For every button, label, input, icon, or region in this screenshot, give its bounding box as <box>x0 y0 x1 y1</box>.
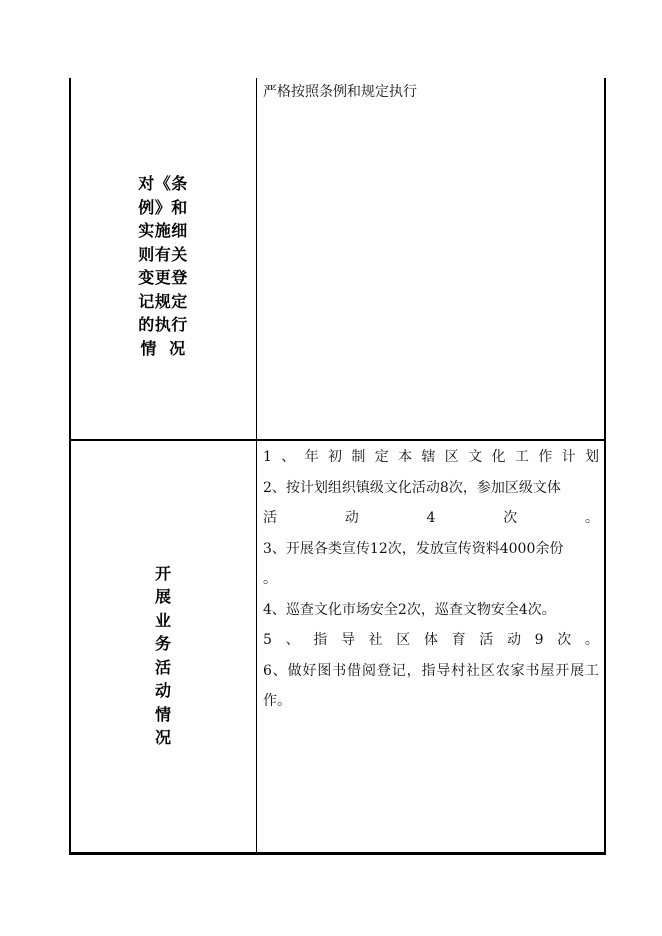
activity-item-6: 6、做好图书借阅登记，指导村社区农家书屋开展工作。 <box>263 662 599 709</box>
text-token: 划 <box>584 449 599 465</box>
label-line: 记规定 <box>138 291 188 311</box>
text-token: 年 <box>304 449 319 465</box>
label-line: 况 <box>154 728 171 747</box>
activity-item-2: 2、按计划组织镇级文化活动8次，参加区级文体 <box>263 479 561 496</box>
activity-item-1 <box>263 442 599 473</box>
text-token: 次 <box>557 632 572 648</box>
row-content-business-activities <box>263 442 599 717</box>
text-token: 1 <box>263 449 272 465</box>
activity-item-5 <box>263 625 599 656</box>
text-token: 活 <box>479 632 494 648</box>
label-line: 则有关 <box>138 244 188 264</box>
text-token: 定 <box>374 449 389 465</box>
text-token: 活 <box>263 510 277 526</box>
text-token: 5 <box>263 632 272 648</box>
label-line: 情 <box>154 704 171 724</box>
label-line: 的执行 <box>138 315 188 334</box>
activity-item-2-continued <box>263 503 599 534</box>
label-line: 动 <box>154 681 171 700</box>
text-token: 动 <box>506 632 521 648</box>
text-token: 制 <box>351 449 366 465</box>
text-token: 社 <box>368 632 383 648</box>
text-token: 文 <box>468 449 483 465</box>
text-token: 工 <box>514 449 529 465</box>
row-label-text <box>131 158 195 360</box>
text-token: 本 <box>398 449 413 465</box>
label-line: 变更登 <box>138 268 188 287</box>
table-border-right <box>604 78 606 855</box>
label-line: 活 <box>154 657 171 677</box>
text-token: 初 <box>328 449 342 465</box>
record-table <box>69 78 607 855</box>
activity-item-3: 3、开展各类宣传12次，发放宣传资料4000余份 <box>263 540 564 557</box>
activity-item-3-tail: 。 <box>263 571 277 587</box>
text-token: 9 <box>534 632 544 648</box>
label-line: 实施细 <box>138 221 188 240</box>
label-line: 例》和 <box>138 197 188 217</box>
label-line: 业 <box>154 610 171 630</box>
text-token: 、 <box>285 632 300 648</box>
content-text: 严格按照条例和规定执行 <box>263 84 417 100</box>
text-token: 动 <box>344 510 359 526</box>
label-line: 开 <box>154 563 171 583</box>
text-token: 。 <box>584 510 599 526</box>
text-token: 。 <box>584 632 599 648</box>
text-token: 4 <box>426 510 436 526</box>
activity-item-4: 4、巡查文化市场安全2次，巡查文物安全4次。 <box>263 601 556 618</box>
row-label-text <box>153 546 173 750</box>
row-label-regulation-execution <box>69 78 257 440</box>
text-token: 作 <box>538 449 553 465</box>
label-line: 情 况 <box>140 338 186 358</box>
label-line: 务 <box>154 634 171 653</box>
text-token: 次 <box>503 510 518 526</box>
row-label-business-activities <box>69 440 257 855</box>
text-token: 导 <box>340 632 355 648</box>
text-token: 、 <box>281 449 296 465</box>
text-token: 辖 <box>421 449 436 465</box>
text-token: 区 <box>444 449 459 465</box>
text-token: 育 <box>451 632 466 648</box>
text-token: 指 <box>313 632 328 648</box>
text-token: 体 <box>423 632 438 648</box>
text-token: 区 <box>396 632 411 648</box>
label-line: 对《条 <box>138 174 188 193</box>
label-line: 展 <box>154 587 171 606</box>
text-token: 化 <box>491 449 506 465</box>
row-content-regulation-execution <box>263 82 599 102</box>
text-token: 计 <box>561 449 576 465</box>
